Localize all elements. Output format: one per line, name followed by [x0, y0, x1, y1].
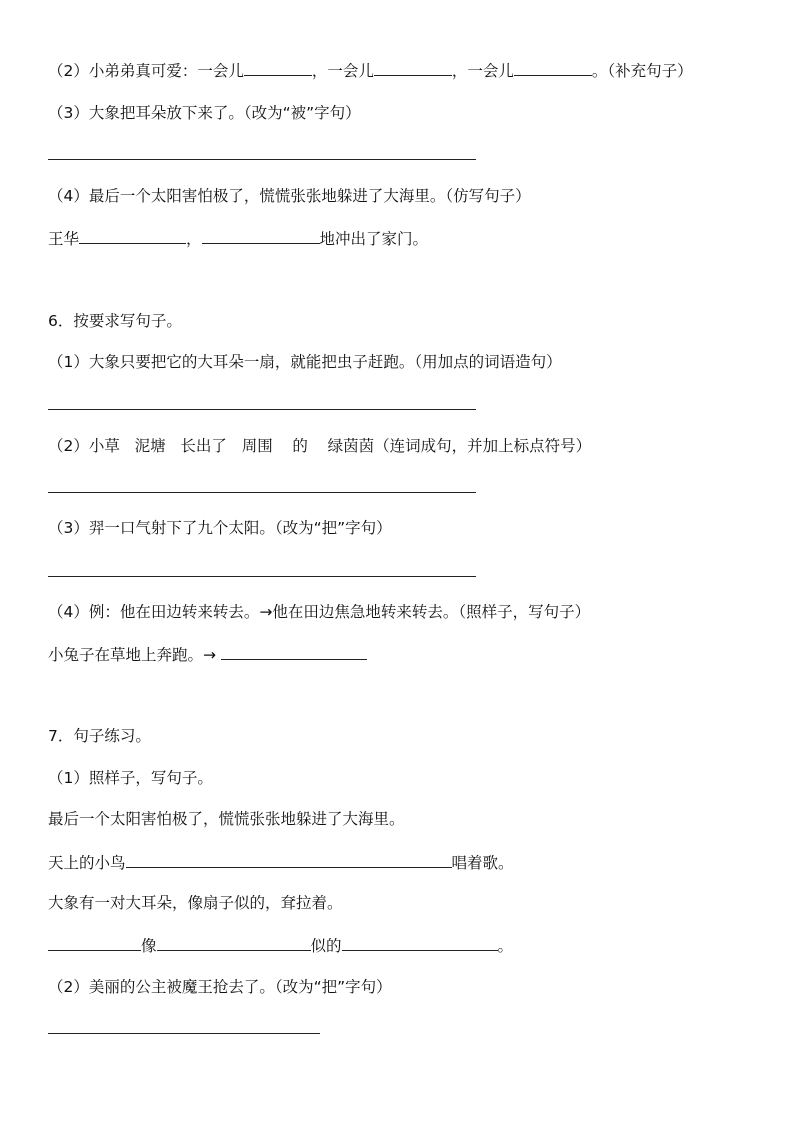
q-text: 唱着歌。 [451, 854, 514, 872]
answer-blank[interactable] [342, 935, 498, 951]
q-text: 王华 [48, 230, 80, 248]
q-text: 。 [497, 937, 514, 955]
q-text: 天上的小鸟 [48, 854, 126, 872]
q-imitate-fill [48, 228, 428, 249]
answer-blank[interactable] [514, 60, 592, 76]
answer-blank[interactable] [48, 935, 141, 951]
q7-1: （1）照样子，写句子。 [48, 769, 213, 787]
answer-blank[interactable] [244, 60, 312, 76]
answer-line[interactable] [48, 576, 476, 577]
q-imitate-sentence: （4）最后一个太阳害怕极了，慌慌张张地躲进了大海里。（仿写句子） [48, 187, 531, 205]
q-text: （2）小弟弟真可爱：一会儿 [48, 62, 244, 80]
q7-1-example-1: 最后一个太阳害怕极了，慌慌张张地躲进了大海里。 [48, 810, 405, 828]
section-6-title: 6．按要求写句子。 [48, 312, 182, 330]
q6-1: （1）大象只要把它的大耳朵一扇，就能把虫子赶跑。（用加点的词语造句） [48, 353, 562, 371]
q-text: 像 [141, 937, 157, 955]
answer-line[interactable] [48, 409, 476, 410]
answer-line[interactable] [48, 492, 476, 493]
q-passive-sentence: （3）大象把耳朵放下来了。（改为“被”字句） [48, 104, 361, 122]
q-text: 地冲出了家门。 [319, 230, 429, 248]
q-text: 小兔子在草地上奔跑。→ [48, 646, 221, 664]
answer-blank[interactable] [79, 228, 186, 244]
answer-blank[interactable] [374, 60, 452, 76]
q7-1-fill-2 [48, 935, 513, 956]
q7-1-example-2: 大象有一对大耳朵，像扇子似的，耷拉着。 [48, 894, 343, 912]
section-7-title: 7．句子练习。 [48, 727, 151, 745]
q-text: ，一会儿 [451, 62, 514, 80]
q6-3: （3）羿一口气射下了九个太阳。（改为“把”字句） [48, 519, 392, 537]
answer-line[interactable] [48, 1033, 320, 1034]
q7-1-fill-1 [48, 852, 514, 873]
q-text: ，一会儿 [311, 62, 374, 80]
q6-4: （4）例：他在田边转来转去。→他在田边焦急地转来转去。（照样子，写句子） [48, 603, 591, 621]
q-text: 。（补充句子） [591, 62, 693, 80]
answer-blank[interactable] [202, 228, 320, 244]
q7-2: （2）美丽的公主被魔王抢去了。（改为“把”字句） [48, 978, 392, 996]
answer-blank[interactable] [221, 644, 367, 660]
q-text: ， [186, 230, 202, 248]
answer-line[interactable] [48, 159, 476, 160]
q6-4-fill [48, 644, 367, 665]
answer-blank[interactable] [126, 852, 452, 868]
q-text: 似的 [310, 937, 342, 955]
q-add-sentence [48, 60, 693, 81]
answer-blank[interactable] [157, 935, 311, 951]
q6-2: （2）小草 泥塘 长出了 周围 的 绿茵茵（连词成句，并加上标点符号） [48, 437, 592, 455]
